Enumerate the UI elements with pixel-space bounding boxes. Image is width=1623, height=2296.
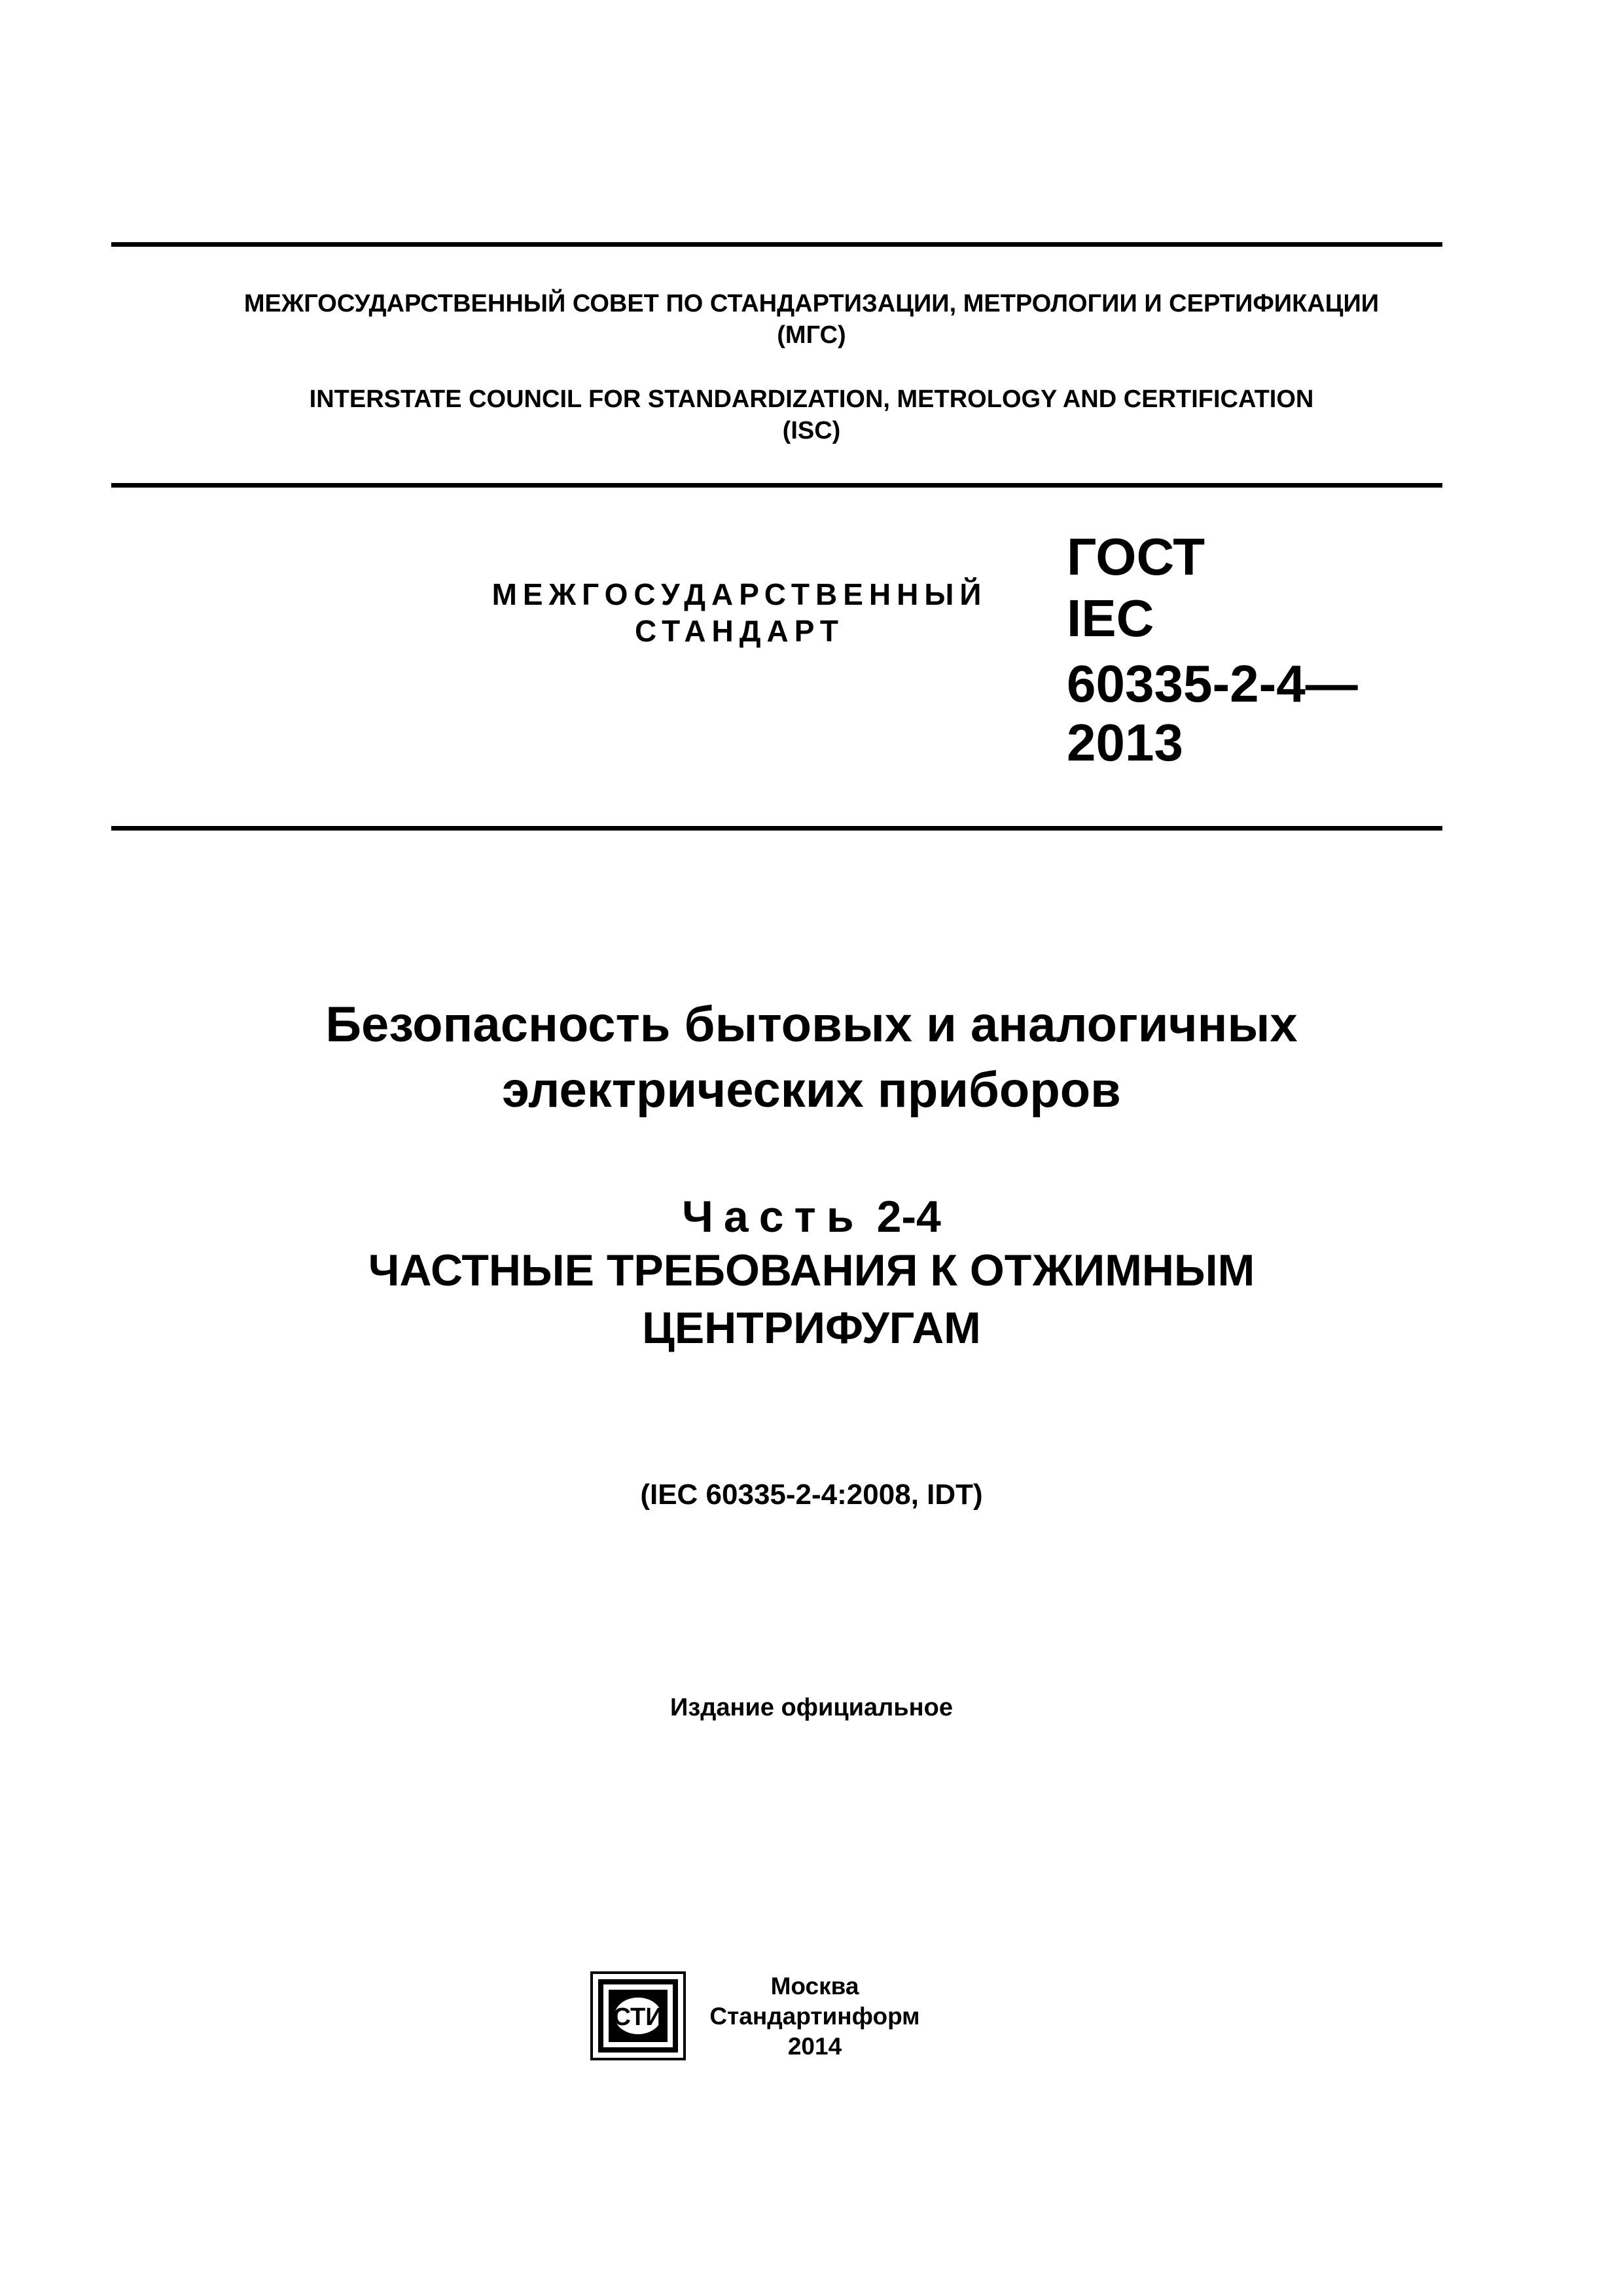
standartinform-logo-icon [589, 1970, 687, 2062]
part-label: Часть [682, 1192, 865, 1242]
document-title-line1: Безопасность бытовых и аналогичных [325, 997, 1298, 1052]
publisher-city: Москва [770, 1973, 859, 2000]
part-number: 2-4 [876, 1192, 941, 1242]
publisher-block [707, 1971, 923, 2062]
standard-type-line1: МЕЖГОСУДАРСТВЕННЫЙ [491, 577, 988, 611]
top-divider [111, 242, 1442, 247]
part-heading [0, 1190, 1623, 1244]
iec-reference: (IEC 60335-2-4:2008, IDT) [640, 1479, 983, 1511]
document-title-line2: электрических приборов [502, 1062, 1121, 1118]
header-divider [111, 483, 1442, 488]
gost-designation-line2: IEC [1067, 589, 1154, 647]
gost-designation-year: 2013 [1067, 713, 1183, 772]
publisher-name: Стандартинформ [709, 2003, 920, 2030]
gost-designation-line1: ГОСТ [1067, 528, 1205, 586]
standard-type-label [458, 576, 1021, 649]
designation-divider [111, 826, 1442, 831]
svg-text:СТИ: СТИ [613, 2003, 664, 2031]
part-subtitle-line2: ЦЕНТРИФУГАМ [642, 1303, 981, 1353]
gost-designation-number: 60335-2-4— [1067, 655, 1358, 713]
standard-type-line2: СТАНДАРТ [635, 614, 844, 648]
council-name-ru: МЕЖГОСУДАРСТВЕННЫЙ СОВЕТ ПО СТАНДАРТИЗАЦИИ, МЕТРОЛОГИИ И СЕРТИФИКАЦИИ [243, 290, 1380, 317]
council-abbr-ru: (МГС) [777, 321, 846, 349]
part-subtitle-line1: ЧАСТНЫЕ ТРЕБОВАНИЯ К ОТЖИМНЫМ [368, 1246, 1255, 1295]
council-abbr-en: (ISC) [782, 417, 841, 444]
council-name-en: INTERSTATE COUNCIL FOR STANDARDIZATION, METROLOGY AND CERTIFICATION [309, 386, 1314, 413]
publisher-year: 2014 [787, 2033, 842, 2060]
edition-note: Издание официальное [670, 1694, 953, 1721]
